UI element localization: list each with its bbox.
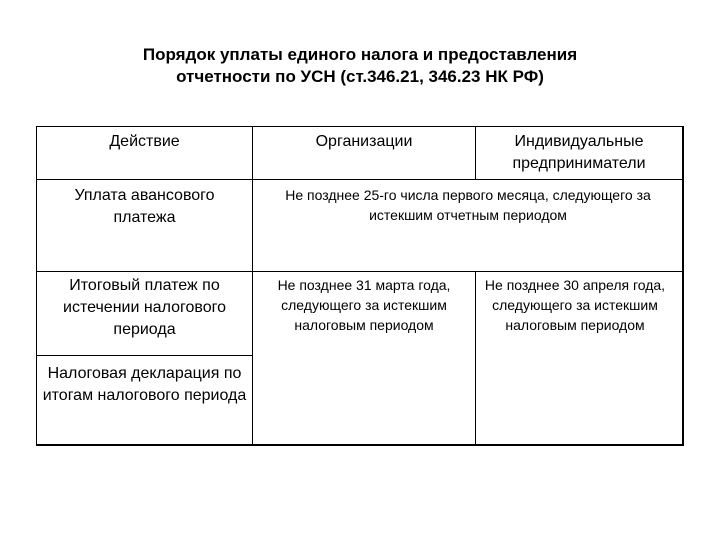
row-3-action: Налоговая декларация по итогам налогового периода: [42, 365, 247, 404]
tax-table: [36, 126, 684, 446]
page-title: [0, 44, 720, 88]
row-1-shared-deadline: Не позднее 25-го числа первого месяца, следующего за истекшим отчетным периодом: [285, 187, 651, 223]
row-2-organizations: Не позднее 31 марта года, следующего за истекшим налоговым периодом: [277, 277, 451, 333]
header-action: Действие: [109, 133, 180, 150]
title-line-1: Порядок уплаты единого налога и предоставления: [142, 45, 578, 64]
header-entrepreneurs: Индивидуальные предприниматели: [512, 133, 646, 172]
divider-col-2: [475, 127, 476, 179]
row-1-action: Уплата авансового платежа: [74, 187, 215, 226]
row-2-entrepreneurs: Не позднее 30 апреля года, следующего за истекшим налоговым периодом: [484, 277, 666, 333]
divider-row-header: [37, 179, 683, 180]
divider-col-2-lower: [475, 271, 476, 445]
row-2-action: Итоговый платеж по истечении налогового периода: [63, 277, 226, 338]
title-line-2: отчетности по УСН (ст.346.21, 346.23 НК РФ): [176, 67, 544, 86]
divider-row-2: [37, 355, 253, 356]
divider-col-1: [252, 127, 253, 445]
header-organizations: Организации: [315, 133, 413, 150]
divider-row-1: [37, 271, 683, 272]
